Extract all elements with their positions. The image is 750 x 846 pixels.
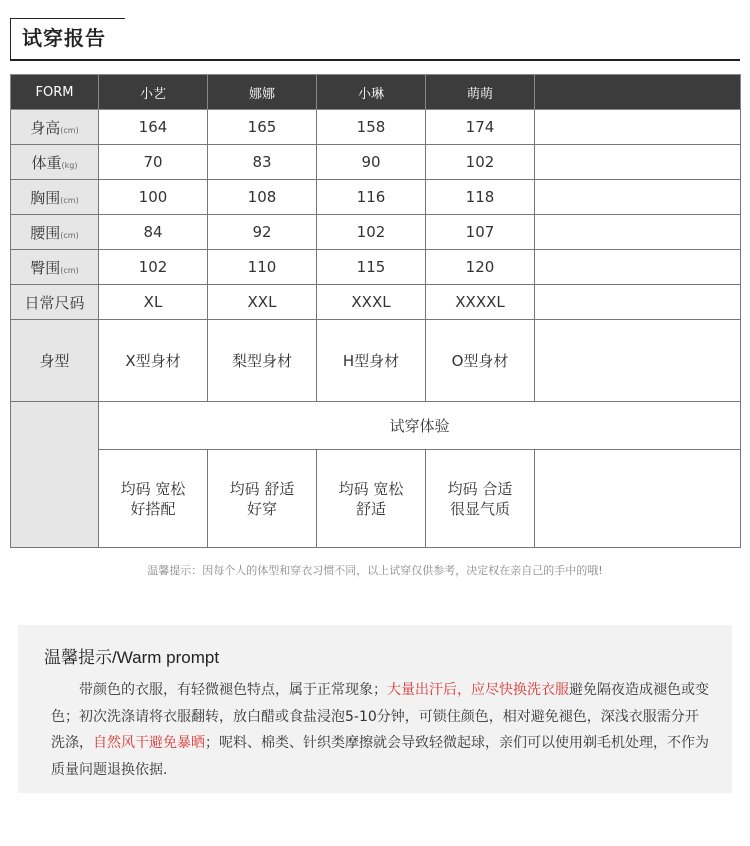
experience-line: 均码 宽松 xyxy=(338,479,404,498)
body-shape-row xyxy=(11,320,741,402)
table-cell: 70 xyxy=(99,145,208,180)
table-cell xyxy=(535,180,741,215)
warm-prompt-box xyxy=(18,625,732,793)
table-cell: 158 xyxy=(317,110,426,145)
row-label-text: 腰围 xyxy=(30,223,61,242)
row-label-unit: (cm) xyxy=(60,125,79,135)
row-label-unit: (cm) xyxy=(60,230,79,240)
table-cell: 90 xyxy=(317,145,426,180)
table-cell: 118 xyxy=(426,180,535,215)
header-cell: 小艺 xyxy=(99,75,208,110)
header-cell xyxy=(535,75,741,110)
row-label xyxy=(11,110,99,145)
header-cell: 萌萌 xyxy=(426,75,535,110)
table-cell: XXL xyxy=(208,285,317,320)
table-row xyxy=(11,250,741,285)
table-cell: H型身材 xyxy=(317,320,426,402)
row-label-text: 身高 xyxy=(30,118,61,137)
experience-line: 均码 合适 xyxy=(447,479,513,498)
row-label xyxy=(11,215,99,250)
prompt-text: 带颜色的衣服，有轻微褪色特点，属于正常现象； xyxy=(79,682,387,698)
page-title: 试穿报告 xyxy=(22,26,106,50)
row-label-empty xyxy=(11,402,99,548)
table-cell xyxy=(535,320,741,402)
experience-cell xyxy=(535,450,741,548)
table-cell: O型身材 xyxy=(426,320,535,402)
table-cell xyxy=(535,145,741,180)
experience-cell xyxy=(99,450,208,548)
table-row xyxy=(11,285,741,320)
table-cell xyxy=(535,110,741,145)
prompt-highlight: 自然风干避免暴晒 xyxy=(93,735,205,751)
table-cell: 102 xyxy=(99,250,208,285)
table-cell xyxy=(535,250,741,285)
table-cell: XL xyxy=(99,285,208,320)
experience-line: 均码 舒适 xyxy=(229,479,295,498)
experience-cell xyxy=(426,450,535,548)
table-cell: 100 xyxy=(99,180,208,215)
table-cell: 164 xyxy=(99,110,208,145)
row-label-unit: (cm) xyxy=(60,195,79,205)
warm-prompt-body xyxy=(51,677,711,783)
table-cell: 116 xyxy=(317,180,426,215)
header-cell: 娜娜 xyxy=(208,75,317,110)
table-cell: 107 xyxy=(426,215,535,250)
table-header-row xyxy=(11,75,741,110)
table-cell: 165 xyxy=(208,110,317,145)
table-cell: 120 xyxy=(426,250,535,285)
table-row xyxy=(11,215,741,250)
size-table xyxy=(10,74,741,548)
table-cell: 174 xyxy=(426,110,535,145)
table-row xyxy=(11,110,741,145)
report-title-block xyxy=(10,18,740,60)
table-cell: 84 xyxy=(99,215,208,250)
row-label: 身型 xyxy=(11,320,99,402)
experience-title-row xyxy=(11,402,741,450)
table-cell xyxy=(535,215,741,250)
table-cell: 102 xyxy=(426,145,535,180)
table-cell: 102 xyxy=(317,215,426,250)
row-label-text: 臀围 xyxy=(30,258,61,277)
experience-line: 均码 宽松 xyxy=(120,479,186,498)
row-label xyxy=(11,285,99,320)
table-row xyxy=(11,145,741,180)
experience-title: 试穿体验 xyxy=(99,402,741,450)
experience-line: 好搭配 xyxy=(130,499,176,518)
warm-prompt-title xyxy=(44,643,219,668)
row-label xyxy=(11,145,99,180)
table-cell: 110 xyxy=(208,250,317,285)
table-cell: X型身材 xyxy=(99,320,208,402)
header-cell: FORM xyxy=(11,75,99,110)
experience-cell xyxy=(317,450,426,548)
row-label xyxy=(11,250,99,285)
table-cell xyxy=(535,285,741,320)
table-cell: XXXL xyxy=(317,285,426,320)
experience-line: 舒适 xyxy=(355,499,386,518)
prompt-text: 避免隔夜造成褪色或变色；初次洗涤请将衣服翻转，放白醋或食盐浸泡5-10分钟，可锁住颜色，相对避免褪色，深浅衣服需分开洗涤， xyxy=(51,682,709,751)
title-divider xyxy=(10,59,740,61)
experience-line: 好穿 xyxy=(246,499,277,518)
warm-prompt-title-cn: 温馨提示 xyxy=(44,648,112,668)
row-label-unit: (cm) xyxy=(60,265,79,275)
prompt-text: ；呢料、棉类、针织类摩擦就会导致轻微起球，亲们可以使用剃毛机处理，不作为质量问题退换依据. xyxy=(51,735,709,778)
experience-row xyxy=(11,450,741,548)
row-label-unit: (kg) xyxy=(61,160,78,170)
warm-prompt-title-en: /Warm prompt xyxy=(112,648,220,667)
row-label-text: 胸围 xyxy=(30,188,61,207)
table-cell: 梨型身材 xyxy=(208,320,317,402)
table-cell: 115 xyxy=(317,250,426,285)
table-cell: 92 xyxy=(208,215,317,250)
fit-note: 温馨提示：因每个人的体型和穿衣习惯不同，以上试穿仅供参考，决定权在亲自己的手中的哦! xyxy=(147,564,603,577)
header-cell: 小琳 xyxy=(317,75,426,110)
table-cell: 108 xyxy=(208,180,317,215)
prompt-highlight: 大量出汗后，应尽快换洗衣服 xyxy=(387,682,569,698)
row-label-text: 体重 xyxy=(31,153,62,172)
table-cell: XXXXL xyxy=(426,285,535,320)
experience-line: 很显气质 xyxy=(449,499,510,518)
table-cell: 83 xyxy=(208,145,317,180)
row-label-text: 日常尺码 xyxy=(24,293,85,312)
table-row xyxy=(11,180,741,215)
experience-cell xyxy=(208,450,317,548)
row-label xyxy=(11,180,99,215)
